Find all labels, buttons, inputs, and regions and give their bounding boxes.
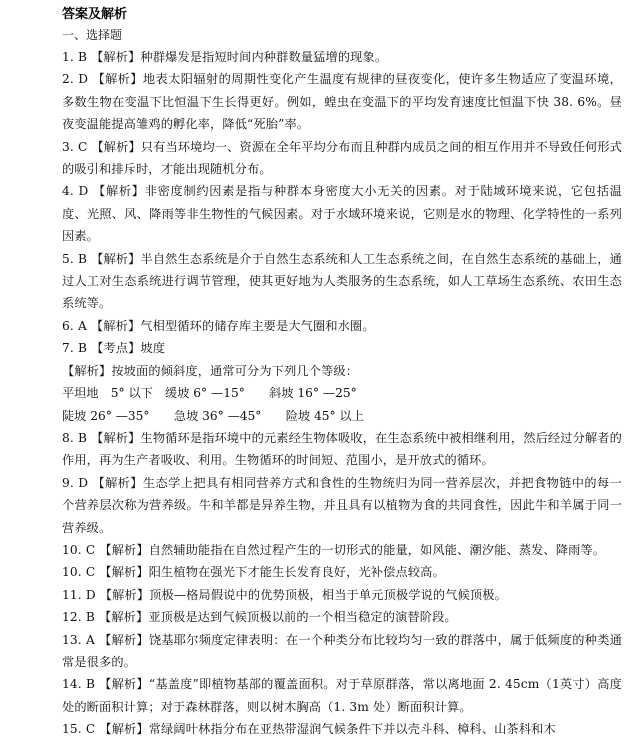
section-heading: 一、选择题 <box>62 28 123 42</box>
answer-entry-12: 12. B 【解析】亚顶极是达到气候顶极以前的一个相当稳定的演替阶段。 <box>62 610 457 625</box>
answer-entry-15: 15. C 【解析】常绿阔叶林指分布在亚热带湿润气候条件下并以壳斗科、樟科、山茶科和木 <box>62 722 556 737</box>
answer-entry-4: 4. D 【解析】非密度制约因素是指与种群本身密度大小无关的因素。对于陆域环境来说，它包括温度、光照、风、降雨等非生物性的气候因素。对于水域环境来说，它则是水的物理、化学特性的一系列因素。 <box>62 184 622 244</box>
answer-entry-3: 3. C 【解析】只有当环境均一、资源在全年平均分布而且种群内成员之间的相互作用并不导致任何形式的吸引和排斥时，才能出现随机分布。 <box>62 139 622 177</box>
answer-entry-8: 8. B 【解析】生物循环是指环境中的元素经生物体吸收，在生态系统中被相继利用，然后经过分解者的作用，再为生产者吸收、利用。生物循环的时间短、范围小，是开放式的循环。 <box>62 430 622 468</box>
answer-entry-13: 13. A 【解析】饶基耶尔频度定律表明：在一个种类分布比较均匀一致的群落中，属于低频度的种类通常是很多的。 <box>62 632 622 669</box>
answer-entry-9: 9. D 【解析】生态学上把具有相同营养方式和食性的生物统归为同一营养层次，并把食物链中的每一个营养层次称为营养级。牛和羊都是异养生物，并且具有以植物为食的共同食性，因此牛和羊属于同一营养级。 <box>62 475 622 535</box>
answer-entry-2: 2. D 【解析】地表太阳辐射的周期性变化产生温度有规律的昼夜变化，使许多生物适应了变温环境，多数生物在变温下比恒温下生长得更好。例如，蝗虫在变温下的平均发育速度比恒温下快 38. 6%。昼夜变温能提高雏鸡的孵化率，降低“死胎”率。 <box>62 72 622 132</box>
answer-entry-7-explanation: 【解析】按坡面的倾斜度，通常可分为下列几个等级： <box>62 363 359 378</box>
answer-entry-11: 11. D 【解析】顶极—格局假说中的优势顶极，相当于单元顶极学说的气候顶极。 <box>62 587 507 602</box>
answer-entry-1: 1. B 【解析】种群爆发是指短时间内种群数量猛增的现象。 <box>62 50 388 64</box>
slope-grade-line-2: 陡坡 26° —35° 急坡 36° —45° 险坡 45° 以上 <box>62 408 364 423</box>
answer-entry-10b: 10. C 【解析】阳生植物在强光下才能生长发育良好，光补偿点较高。 <box>62 565 445 580</box>
answer-entry-14: 14. B 【解析】“基盖度”即植物基部的覆盖面积。对于草原群落，常以离地面 2. 45cm（1英寸）高度处的断面积计算；对于森林群落，则以树木胸高（1. 3m 处）断面积计算。 <box>62 677 622 714</box>
answer-entry-10: 10. C 【解析】自然辅助能指在自然过程产生的一切形式的能量，如风能、潮汐能、蒸发、降雨等。 <box>62 542 606 557</box>
answer-entry-7: 7. B 【考点】坡度 <box>62 341 166 356</box>
answer-entry-6: 6. A 【解析】气相型循环的储存库主要是大气圈和水圈。 <box>62 318 375 333</box>
slope-grade-line-1: 平坦地 5° 以下 缓坡 6° —15° 斜坡 16° —25° <box>62 386 357 401</box>
answer-title: 答案及解析 <box>62 7 128 22</box>
answer-entry-5: 5. B 【解析】半自然生态系统是介于自然生态系统和人工生态系统之间，在自然生态系统的基础上，通过人工对生态系统进行调节管理，使其更好地为人类服务的生态系统，如人工草场生态系统、农田生态系统等。 <box>62 251 622 311</box>
